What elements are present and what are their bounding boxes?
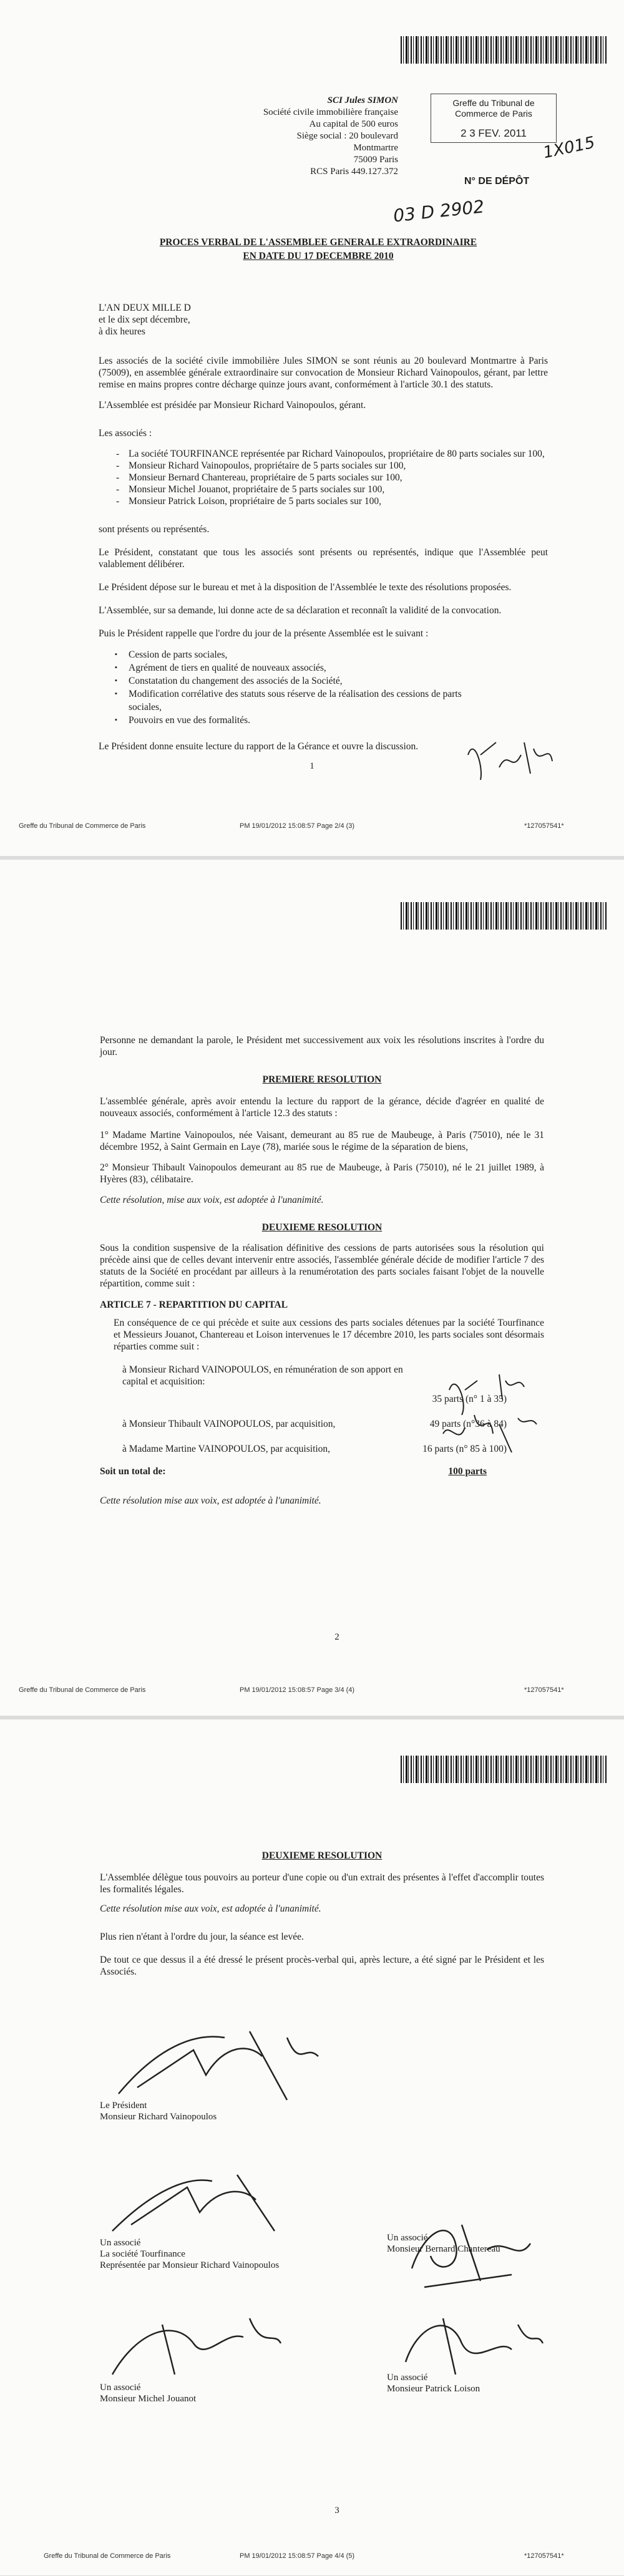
present-paragraph: sont présents ou représentés. — [99, 524, 210, 535]
resolution-1-vote: Cette résolution, mise aux voix, est adoptée à l'unanimité. — [100, 1195, 324, 1205]
quorum-paragraph: Le Président, constatant que tous les associés sont présents ou représentés, indique que l'Assemblée peut valablement délibérer. — [99, 547, 548, 570]
new-associate-1: 1° Madame Martine Vainopoulos, née Vaisant, demeurant au 85 rue de Maubeuge, à Paris (75010), née le 31 décembre 1952, à Saint Germain en Laye (78), mariée sous le régime de la séparation de biens, — [100, 1130, 544, 1152]
list-item: ▪ Cession de parts sociales, — [111, 648, 485, 661]
page-number: 2 — [334, 1632, 339, 1642]
page-title — [100, 236, 537, 263]
signature-role: Un associé — [387, 2373, 428, 2383]
page1-body — [99, 302, 548, 752]
document-page-3 — [0, 1719, 624, 2575]
associates-list — [111, 448, 548, 507]
date-line-1: L'AN DEUX MILLE D — [99, 303, 191, 313]
signature-person: Monsieur Patrick Loison — [387, 2384, 480, 2394]
list-item: - Monsieur Michel Jouanot, propriétaire de 5 parts sociales sur 100, — [111, 484, 548, 495]
barcode — [401, 1756, 607, 1783]
company-city: 75009 Paris — [353, 155, 398, 165]
footer-timestamp: PM 19/01/2012 15:08:57 Page 4/4 (5) — [240, 2552, 355, 2560]
allocation-label: à Monsieur Richard VAINOPOULOS, en rémunération de son apport en capital et acquisition: — [122, 1364, 403, 1387]
registry-stamp — [431, 94, 557, 143]
document-page-2 — [0, 860, 624, 1716]
signature-role: Un associé — [100, 2238, 141, 2248]
signature-company: La société Tourfinance — [100, 2249, 185, 2259]
company-name: SCI Jules SIMON — [327, 95, 398, 105]
date-line-3: à dix heures — [99, 326, 145, 337]
tourfinance-signature — [100, 2156, 300, 2243]
page-number: 1 — [310, 761, 314, 771]
company-header — [261, 95, 398, 178]
signature-person: Monsieur Richard Vainopoulos — [100, 2112, 217, 2122]
company-address: Siège social : 20 boulevard Montmartre — [296, 131, 398, 153]
title-line-1: PROCES VERBAL DE L'ASSEMBLEE GENERALE EXTRAORDINAIRE — [159, 237, 477, 248]
agenda-intro: Puis le Président rappelle que l'ordre du jour de la présente Assemblée est le suivant : — [99, 628, 429, 639]
signature-person: Monsieur Michel Jouanot — [100, 2394, 197, 2404]
resolution-text: L'Assemblée délègue tous pouvoirs au porteur d'une copie ou d'un extrait des présentes à l'effet d'accomplir toutes les formalités légales. — [100, 1872, 544, 1895]
company-rcs: RCS Paris 449.127.372 — [310, 167, 398, 177]
footer-reference: *127057541* — [524, 2552, 564, 2560]
footer-registry: Greffe du Tribunal de Commerce de Paris — [44, 2552, 171, 2560]
gerance-paragraph: Le Président donne ensuite lecture du rapport de la Gérance et ouvre la discussion. — [99, 741, 419, 752]
allocation-value: 16 parts (n° 85 à 100) — [422, 1444, 507, 1454]
company-capital: Au capital de 500 euros — [309, 119, 398, 129]
list-item: - Monsieur Bernard Chantereau, propriétaire de 5 parts sociales sur 100, — [111, 472, 548, 484]
footer-registry: Greffe du Tribunal de Commerce de Paris — [19, 822, 146, 830]
footer-reference: *127057541* — [524, 822, 564, 830]
signature-block-jouanot — [100, 2382, 196, 2404]
total-label: Soit un total de: — [100, 1466, 166, 1477]
resolution-1-title: PREMIERE RESOLUTION — [262, 1074, 382, 1085]
stamp-line-2: Commerce de Paris — [455, 109, 532, 119]
resolution-vote: Cette résolution mise aux voix, est adoptée à l'unanimité. — [100, 1903, 321, 1914]
document-page-1 — [0, 0, 624, 856]
stamp-handwritten-code: 1X015 — [541, 133, 597, 163]
initials-signature — [431, 1365, 543, 1459]
signature-role: Un associé — [100, 2383, 141, 2393]
opening-paragraph: Personne ne demandant la parole, le Président met successivement aux voix les résolutions inscrites à l'ordre du jour. — [100, 1035, 544, 1057]
page-number: 3 — [334, 2506, 339, 2515]
resolution-2-text: Sous la condition suspensive de la réalisation définitive des cessions de parts autorisées sous la résolution qui précède ainsi que de celles devant intervenir entre associés, l'assemblée générale décide de modifier l'article 7 des statuts de la Société en procédant par ailleurs à la renumérotation des parts sociales faisant l'objet de la nouvelle répartition, comme suit : — [100, 1243, 544, 1289]
stamp-date: 2 3 FEV. 2011 — [461, 127, 527, 139]
loison-signature — [387, 2300, 549, 2381]
signature-role: Un associé — [387, 2233, 428, 2243]
date-line-2: et le dix sept décembre, — [99, 314, 190, 325]
allocation-value: 35 parts (n° 1 à 35) — [432, 1394, 507, 1404]
allocation-value: 49 parts (n°36 à 84) — [429, 1419, 507, 1429]
intro-paragraph: Les associés de la société civile immobilière Jules SIMON se sont réunis au 20 boulevard Montmartre à Paris (75009), en assemblée générale extraordinaire sur convocation de Monsieur Richard Vainopoulos, gérant, par lettre remise en mains propres contre décharge quinze jours avant, conformément à l'article 30.1 des statuts. — [99, 356, 548, 390]
resolution-2-title: DEUXIEME RESOLUTION — [261, 1222, 383, 1233]
list-item: ▪ Modification corrélative des statuts sous réserve de la réalisation des cessions de parts sociales, — [111, 688, 485, 714]
agenda-list — [111, 648, 485, 727]
signature-block-president — [100, 2100, 217, 2122]
list-item: - La société TOURFINANCE représentée par Richard Vainopoulos, propriétaire de 80 parts sociales sur 100, — [111, 448, 548, 460]
title-line-2: EN DATE DU 17 DECEMBRE 2010 — [243, 251, 394, 261]
validity-paragraph: L'Assemblée, sur sa demande, lui donne acte de sa déclaration et reconnaît la validité de la convocation. — [99, 605, 502, 616]
signature-person: Représentée par Monsieur Richard Vainopoulos — [100, 2260, 280, 2270]
closing-paragraph: Plus rien n'étant à l'ordre du jour, la séance est levée. — [100, 1932, 304, 1942]
presided-paragraph: L'Assemblée est présidée par Monsieur Richard Vainopoulos, gérant. — [99, 400, 366, 411]
list-item: ▪ Agrément de tiers en qualité de nouveaux associés, — [111, 661, 485, 674]
list-item: - Monsieur Patrick Loison, propriétaire de 5 parts sociales sur 100, — [111, 495, 548, 507]
list-item: ▪ Constatation du changement des associés de la Société, — [111, 674, 485, 688]
article-7-text: En conséquence de ce qui précède et suite aux cessions des parts sociales détenues par la société Tourfinance et Messieurs Jouanot, Chantereau et Loison intervenues le 17 décembre 2010, les parts sociales sont désormais réparties comme suit : — [114, 1318, 544, 1352]
depot-label: N° DE DÉPÔT — [464, 176, 530, 187]
statement-paragraph: De tout ce que dessus il a été dressé le présent procès-verbal qui, après lecture, a été signé par le Président et les Associés. — [100, 1955, 544, 1977]
barcode — [401, 36, 607, 64]
allocation-label: à Monsieur Thibault VAINOPOULOS, par acquisition, — [122, 1419, 336, 1429]
resolution-1-text: L'assemblée générale, après avoir entendu la lecture du rapport de la gérance, décide d'agréer en qualité de nouveaux associés, conformément à l'article 12.3 des statuts : — [100, 1096, 544, 1119]
associates-label: Les associés : — [99, 428, 152, 439]
total-value: 100 parts — [448, 1466, 487, 1477]
president-signature — [100, 2019, 324, 2112]
documents-paragraph: Le Président dépose sur le bureau et met à la disposition de l'Assemblée le texte des résolutions proposées. — [99, 582, 512, 593]
resolution-2-vote: Cette résolution mise aux voix, est adoptée à l'unanimité. — [100, 1495, 321, 1506]
article-7-title: ARTICLE 7 - REPARTITION DU CAPITAL — [100, 1300, 288, 1310]
footer-timestamp: PM 19/01/2012 15:08:57 Page 2/4 (3) — [240, 822, 355, 830]
footer-timestamp: PM 19/01/2012 15:08:57 Page 3/4 (4) — [240, 1686, 355, 1694]
allocation-label: à Madame Martine VAINOPOULOS, par acquisition, — [122, 1444, 331, 1454]
new-associate-2: 2° Monsieur Thibault Vainopoulos demeurant au 85 rue de Maubeuge, à Paris (75010), né le 21 juillet 1989, à Hyères (83), célibataire. — [100, 1162, 544, 1185]
list-item: - Monsieur Richard Vainopoulos, propriétaire de 5 parts sociales sur 100, — [111, 460, 548, 472]
signature-block-chantereau — [387, 2232, 500, 2255]
jouanot-signature — [100, 2306, 287, 2387]
signature-block-tourfinance — [100, 2237, 279, 2271]
signature-role: Le Président — [100, 2101, 147, 2111]
initials-signature — [462, 730, 555, 786]
stamp-line-1: Greffe du Tribunal de — [452, 98, 535, 108]
company-type: Société civile immobilière française — [263, 107, 398, 117]
footer-registry: Greffe du Tribunal de Commerce de Paris — [19, 1686, 146, 1694]
list-item: ▪ Pouvoirs en vue des formalités. — [111, 714, 485, 727]
total-row — [100, 1466, 544, 1477]
footer-reference: *127057541* — [524, 1686, 564, 1694]
page3-body — [100, 1850, 544, 1978]
signature-person: Monsieur Bernard Chantereau — [387, 2244, 500, 2254]
barcode — [401, 902, 607, 930]
depot-number: 03 D 2902 — [392, 196, 485, 226]
resolution-title: DEUXIEME RESOLUTION — [261, 1850, 383, 1861]
signature-block-loison — [387, 2372, 480, 2394]
